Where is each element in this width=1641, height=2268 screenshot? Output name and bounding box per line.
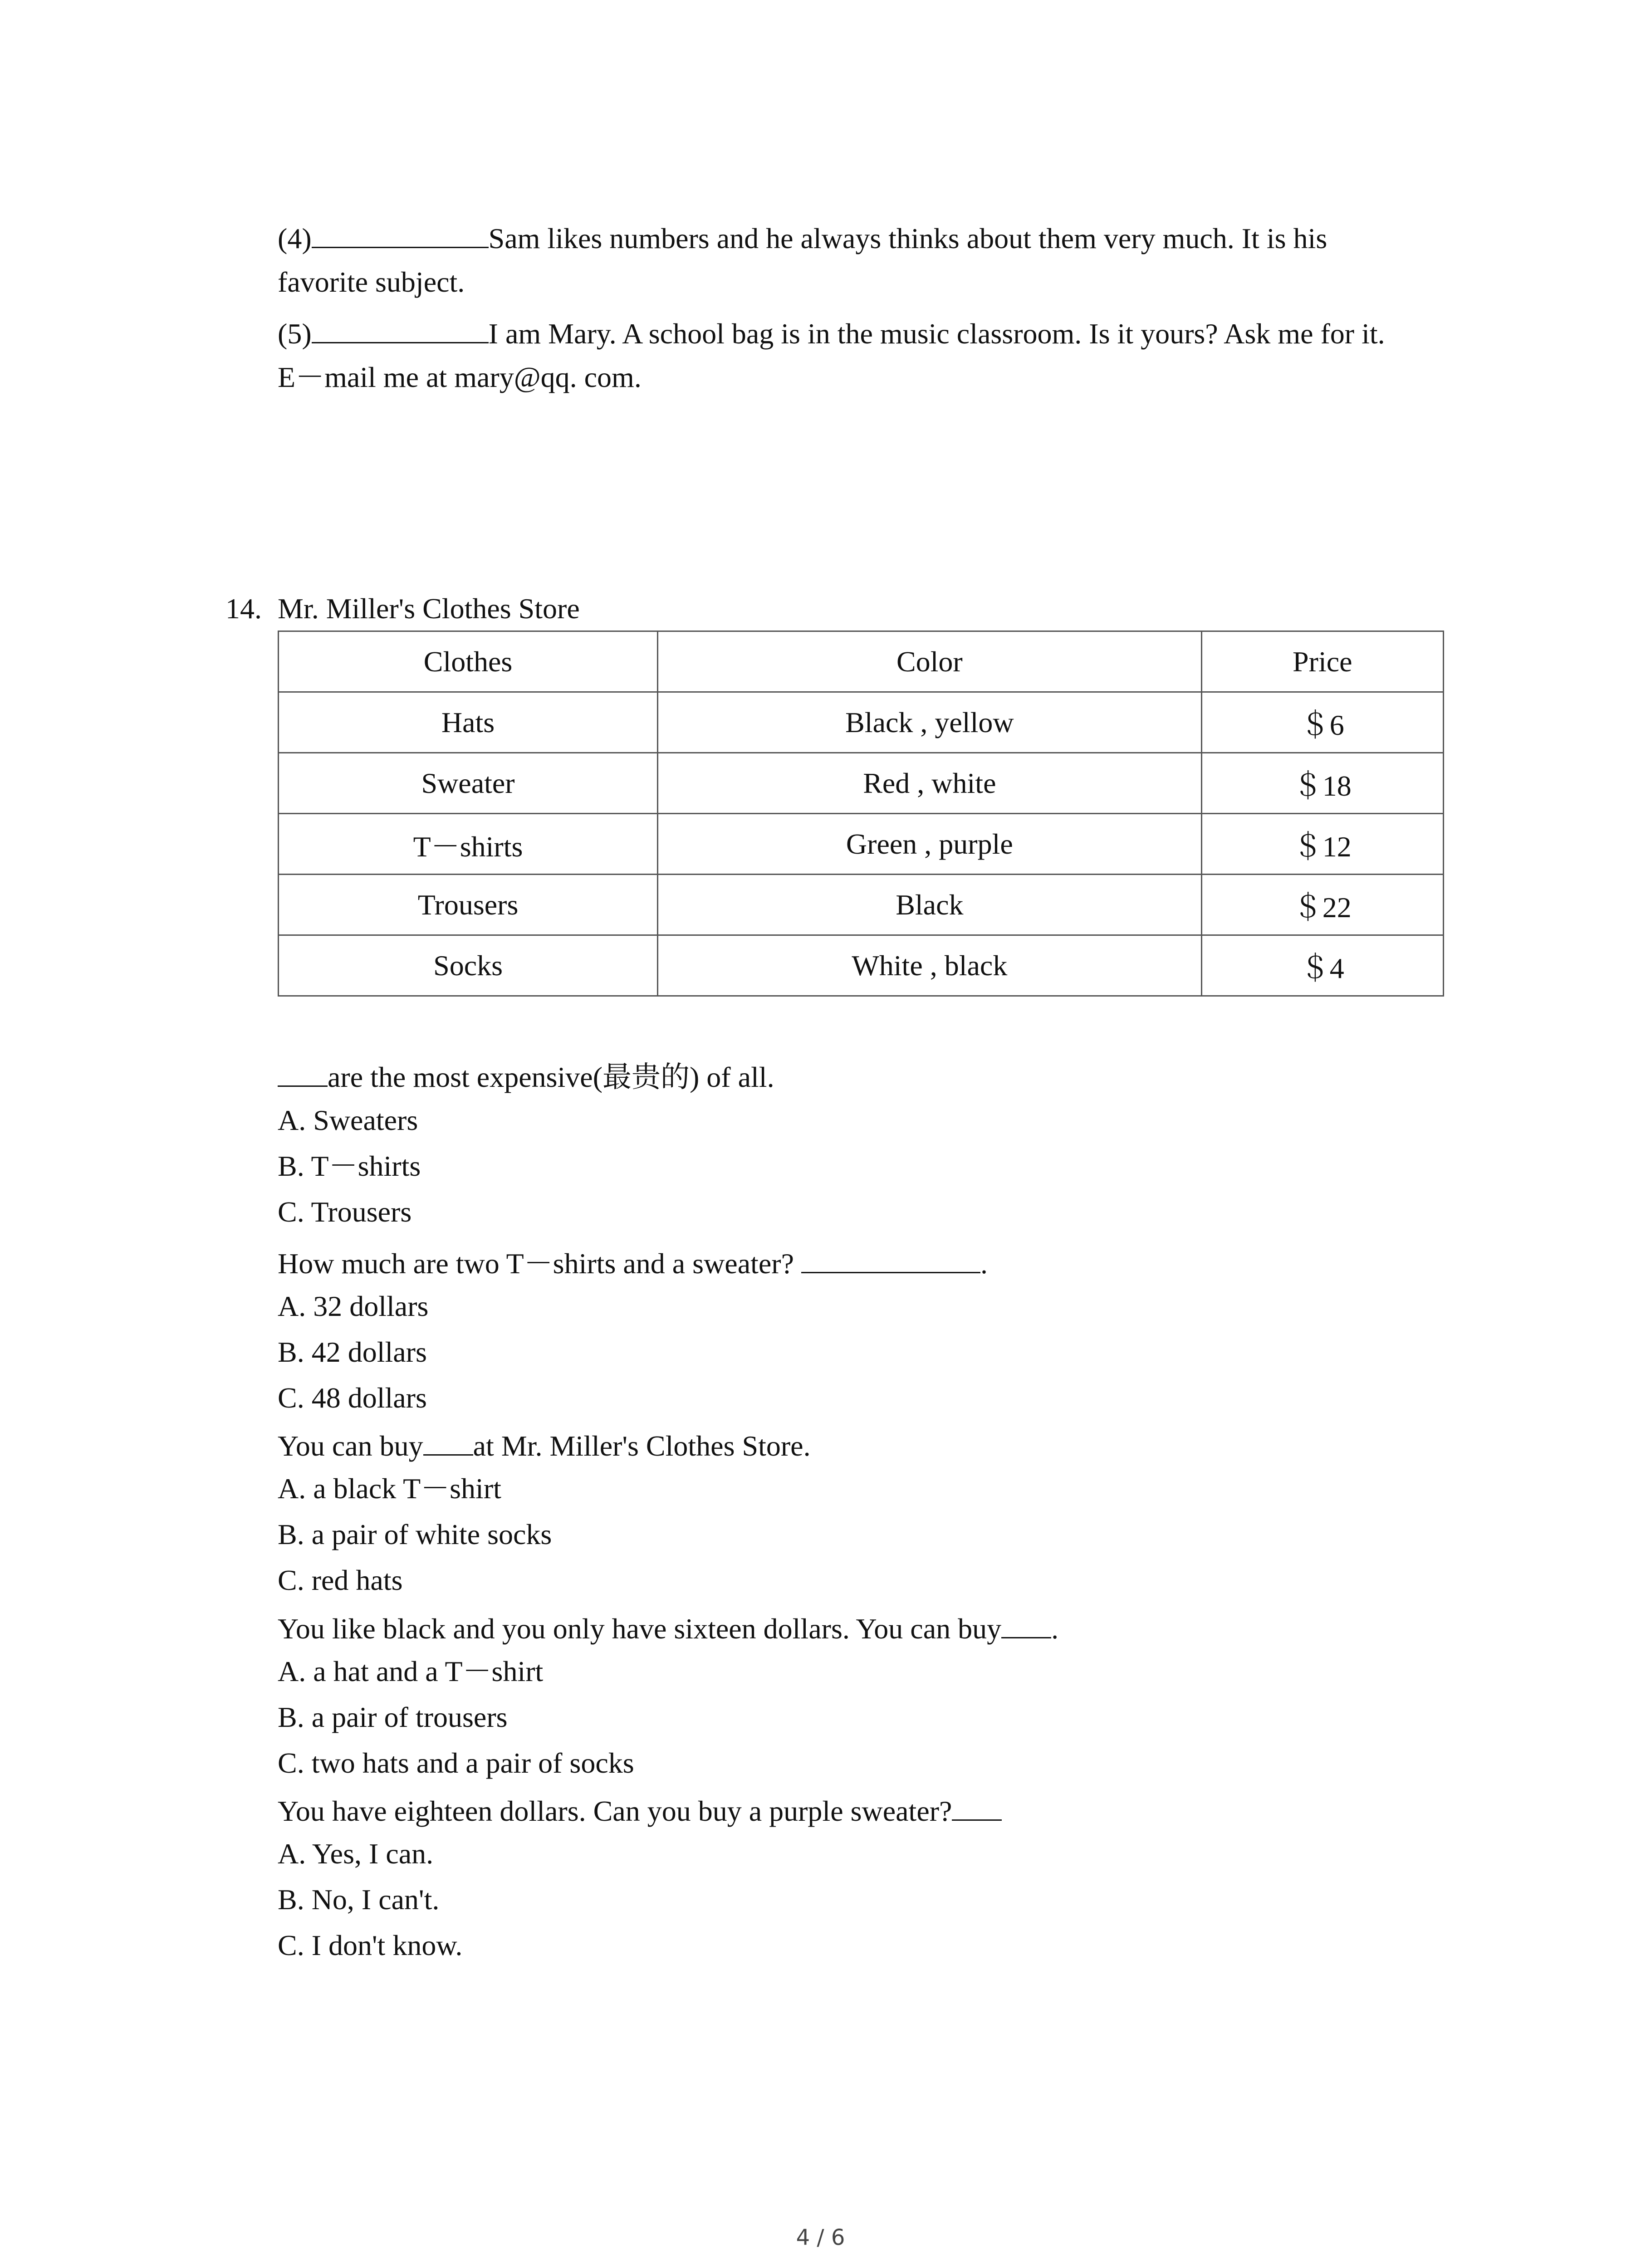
- q2-stem: [278, 1246, 988, 1278]
- q5-option-b: B. No, I can't.: [278, 1883, 440, 1916]
- item-5-line: [278, 317, 1385, 348]
- item-4-line: [278, 221, 1327, 253]
- q2-option-a: A. 32 dollars: [278, 1290, 429, 1322]
- cell-color: Green , purple: [658, 814, 1201, 875]
- cell-price: ＄22: [1201, 875, 1443, 935]
- q4-option-a: A. a hat and a T－shirt: [278, 1655, 544, 1687]
- item-5-answer-blank[interactable]: [312, 317, 489, 343]
- item-4-text: Sam likes numbers and he always thinks about them very much. It is his: [488, 222, 1327, 254]
- question-14-number: 14.: [225, 592, 262, 625]
- cell-price: ＄12: [1201, 814, 1443, 875]
- item-5-text: I am Mary. A school bag is in the music classroom. Is it yours? Ask me for it.: [488, 318, 1385, 350]
- item-4-answer-blank[interactable]: [312, 221, 489, 248]
- q5-stem-text: You have eighteen dollars. Can you buy a purple sweater?: [278, 1795, 952, 1827]
- item-5-continuation: E－mail me at mary@qq. com.: [278, 361, 642, 393]
- q3-stem: [278, 1429, 811, 1461]
- question-14-title: Mr. Miller's Clothes Store: [278, 592, 580, 625]
- table-row: [279, 875, 1444, 935]
- q4-option-c: C. two hats and a pair of socks: [278, 1747, 634, 1779]
- table-row: [279, 692, 1444, 753]
- cell-color: Red , white: [658, 753, 1201, 814]
- cell-clothes: T－shirts: [279, 814, 658, 875]
- q4-option-b: B. a pair of trousers: [278, 1701, 508, 1733]
- table-row: [279, 814, 1444, 875]
- header-price: Price: [1201, 631, 1443, 692]
- q1-option-a: A. Sweaters: [278, 1104, 418, 1136]
- q2-stem-text: How much are two T－shirts and a sweater?: [278, 1247, 802, 1280]
- item-4-continuation: favorite subject.: [278, 266, 465, 298]
- q2-option-b: B. 42 dollars: [278, 1336, 427, 1368]
- q5-option-c: C. I don't know.: [278, 1929, 463, 1961]
- table-row: [279, 753, 1444, 814]
- q3-stem-end: at Mr. Miller's Clothes Store.: [473, 1430, 811, 1462]
- cell-price: ＄4: [1201, 935, 1443, 996]
- table-row: [279, 935, 1444, 996]
- price-table: [278, 631, 1444, 997]
- q1-stem-text: are the most expensive(最贵的) of all.: [328, 1061, 774, 1093]
- q3-option-c: C. red hats: [278, 1564, 403, 1596]
- cell-color: Black: [658, 875, 1201, 935]
- table-header-row: [279, 631, 1444, 692]
- q5-option-a: A. Yes, I can.: [278, 1838, 434, 1870]
- cell-clothes: Trousers: [279, 875, 658, 935]
- item-4-number: (4): [278, 222, 312, 254]
- header-clothes: Clothes: [279, 631, 658, 692]
- q3-option-b: B. a pair of white socks: [278, 1518, 552, 1550]
- cell-clothes: Hats: [279, 692, 658, 753]
- cell-clothes: Socks: [279, 935, 658, 996]
- q3-stem-start: You can buy: [278, 1430, 423, 1462]
- q5-stem: [278, 1794, 1002, 1826]
- q1-option-b: B. T－shirts: [278, 1150, 421, 1182]
- q2-stem-end: .: [980, 1247, 988, 1280]
- q3-option-a: A. a black T－shirt: [278, 1472, 501, 1505]
- q1-option-c: C. Trousers: [278, 1196, 412, 1228]
- cell-color: Black , yellow: [658, 692, 1201, 753]
- q3-answer-blank[interactable]: [423, 1429, 473, 1456]
- q5-answer-blank[interactable]: [952, 1794, 1002, 1821]
- header-color: Color: [658, 631, 1201, 692]
- q4-stem: [278, 1612, 1058, 1643]
- cell-price: ＄18: [1201, 753, 1443, 814]
- q2-answer-blank[interactable]: [801, 1246, 980, 1273]
- cell-clothes: Sweater: [279, 753, 658, 814]
- q4-stem-end: .: [1051, 1613, 1059, 1645]
- q1-answer-blank[interactable]: [278, 1060, 328, 1087]
- cell-color: White , black: [658, 935, 1201, 996]
- q4-stem-start: You like black and you only have sixteen dollars. You can buy: [278, 1613, 1002, 1645]
- q1-stem: [278, 1060, 774, 1092]
- q2-option-c: C. 48 dollars: [278, 1382, 427, 1414]
- cell-price: ＄6: [1201, 692, 1443, 753]
- page-number: 4 / 6: [796, 2225, 845, 2250]
- q4-answer-blank[interactable]: [1001, 1612, 1051, 1638]
- item-5-number: (5): [278, 318, 312, 350]
